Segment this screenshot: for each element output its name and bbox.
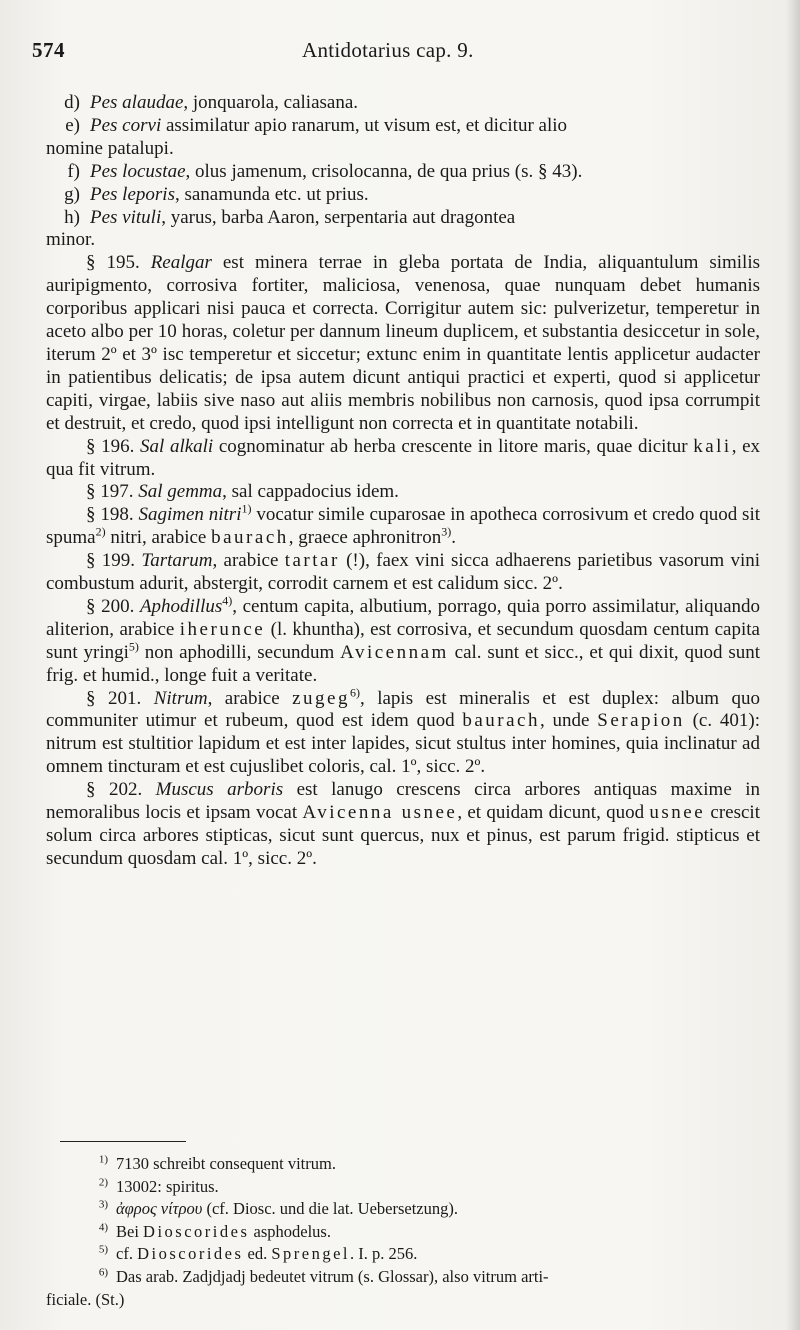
section-term: Nitrum [153,687,208,709]
paragraph-text: , unde [540,710,598,732]
footnote [46,1153,760,1176]
spaced-word: baurach [462,710,540,732]
spaced-word: Dioscorides [137,1244,244,1264]
paragraph-text: est minera terrae in gleba portata de India, aliquantulum similis auripigmento, corrosiva fortiter, maliciosa, venenosa, quae nunquam debet humanis corporibus applicari nisi pauca et correcta. Corrigitur autem sic: pulverizetur, temperetur in aceto albo per 10 horas, coletur per dannum lineum duplicem, et substantia desiccetur in sole, iterum 2º et 3º isc temperetur et siccetur; extunc enim in quantitate lentis applicetur audacter in patientibus delicatis; de ipsa autem dicunt antiqui practici et experti, quod si applicetur capiti, virgae, labiis sive naso aut aliis membris nobilibus non carnosis, quod ipsa corrumpit et destruit, et credo, quod ipsi intelligunt non correcta et in quantitate notabili. [46,252,760,434]
footnotes [46,1153,760,1311]
spaced-word: baurach [211,527,289,549]
item-term: Pes vituli [90,206,162,228]
footnote-ref[interactable]: 3) [441,524,452,539]
paragraph-text: , graece aphronitron [288,527,442,549]
footnote-text: Das arab. Zadjdjadj bedeutet vitrum (s. Glossar), also vitrum arti- [116,1266,549,1286]
paragraph-text: nitri, arabice [105,527,212,549]
spaced-word: Avicenna usnee [302,802,458,824]
page-edge-shadow [786,0,800,1330]
spaced-word: tartar [284,550,340,572]
footnote-ref[interactable]: 1) [241,501,252,516]
section-number: § 200. [86,595,135,617]
paragraph-text: crescit solum circa arbores stipticas, sicut sunt quercus, nux et pinus, est parum frigid. stipticus et secundum quosdam cal. 1º, sicc. 2º. [46,802,760,869]
footnote-text: (cf. Diosc. und die lat. Uebersetzung). [202,1199,459,1219]
paragraph-text: , lapis est mineralis et est duplex: album quo communiter utimur et rubeum, quod est idem quod [46,687,761,732]
list-item [46,161,760,184]
footnote-continuation: ficiale. (St.) [46,1289,125,1309]
footnote-ref[interactable]: 2) [95,524,106,539]
item-text: , jonquarola, caliasana. [183,92,359,113]
spaced-word: kali [693,435,732,457]
paragraph-text: , ex qua fit vitrum. [46,435,761,480]
section-number: § 198. [86,504,134,526]
footnote-text: 7130 schreibt consequent vitrum. [116,1154,336,1173]
paragraph-199 [46,550,760,596]
footnote-ref[interactable]: 5) [128,639,139,654]
paragraph-text: est lanugo crescens circa arbores antiquas maxime in nemoralibus locis et ipsam vocat [46,779,761,824]
list-item [46,115,760,138]
paragraph-196 [46,436,760,482]
footnote-mark: 4) [98,1221,108,1234]
section-term: Tartarum [141,550,213,572]
paragraph-text: (l. khuntha), est corrosiva, et secundum quosdam centum capita sunt yringi [46,618,760,663]
footnote [46,1266,760,1289]
section-number: § 199. [86,550,136,572]
paragraph-text: (!), faex vini sicca adhaerens parietibus vasorum vini combustum adurit, abstergit, corrodit carnem et est calidum sicc. 2º. [46,550,761,595]
footnote [46,1221,760,1244]
item-text: , sanamunda etc. ut prius. [174,183,369,205]
section-number: § 202. [86,779,143,801]
page-body [46,92,760,871]
section-term: Sagimen nitri [138,504,242,526]
item-label: d) [64,92,80,113]
item-label: h) [64,206,80,228]
greek-term: ἀφρος νίτρου [116,1199,203,1219]
spaced-word: usnee [649,802,706,824]
footnote-ref[interactable]: 6) [350,685,360,700]
footnote-text: . I. p. 256. [350,1244,418,1264]
running-title: Antidotarius cap. 9. [302,38,474,62]
item-term: Pes corvi [90,114,162,136]
item-term: Pes alaudae [90,92,184,113]
paragraph-202 [46,779,760,871]
list-item [46,92,760,115]
paragraph-200 [46,593,761,688]
paragraph-text: cognominatur ab herba crescente in litore maris, quae dicitur [213,435,694,457]
item-label: e) [65,114,80,136]
paragraph-text: , centum capita, albutium, porrago, quia porro assimilatur, aliquando aliterion, arabice [46,595,761,640]
footnote-mark: 2) [98,1176,108,1189]
spaced-word: zugeg [292,687,350,709]
footnote-divider [60,1141,186,1142]
footnote-text: 13002: spiritus. [116,1176,219,1196]
section-number: § 195. [86,252,140,274]
section-term: Realgar [150,252,212,274]
item-term: Pes leporis [90,183,175,205]
paragraph-text: , sal cappadocius idem. [222,481,399,503]
footnote-mark: 5) [98,1243,108,1256]
paragraph-text: non aphodilli, secundum [138,641,341,663]
page-header [32,38,760,68]
item-label: f) [67,160,80,182]
section-term: Sal alkali [140,435,214,457]
section-number: § 201. [86,687,142,709]
footnote [46,1198,760,1221]
footnote-mark: 1) [98,1153,108,1166]
footnote-text: asphodelus. [249,1221,331,1241]
paragraph-195 [46,252,760,435]
paragraph-text: (c. 401): nitrum est stultitior lapidum et est inter lapides, sicut stultus inter homines, quia inclinatur ad omnem tincturam et est cujuslibet coloris, cal. 1º, sicc. 2º. [46,710,760,778]
paragraph-text: , et quidam dicunt, quod [457,802,650,824]
section-term: Sal gemma [138,481,223,503]
paragraph-197 [46,481,760,504]
item-continuation: nomine patalupi. [46,137,174,159]
item-term: Pes locustae [90,160,186,182]
paragraph-text: cal. sunt et sicc., et qui dixit, quod sunt frig. et humid., longe fuit a veritate. [46,641,760,686]
paragraph-text: vocatur simile cuparosae in apotheca corrosivum et credo quod sit spuma [46,504,761,549]
spaced-word: Avicennam [340,641,449,663]
section-number: § 197. [86,481,134,503]
section-number: § 196. [86,435,135,457]
paragraph-text: . [451,527,456,549]
section-term: Aphodillus [139,595,223,617]
list-item [46,184,760,207]
footnote-mark: 3) [98,1198,108,1211]
list-item [46,207,760,230]
spaced-word: Dioscorides [143,1221,250,1241]
footnote [46,1243,760,1266]
spaced-word: iherunce [179,618,266,640]
paragraph-text: , arabice [207,687,293,709]
item-continuation: minor. [46,229,96,251]
item-text: , olus jamenum, crisolocanna, de qua prius (s. § 43). [185,160,583,182]
page-number: 574 [32,38,65,62]
paragraph-201 [46,685,761,780]
footnote [46,1176,760,1199]
item-text: assimilatur apio ranarum, ut visum est, et dicitur alio [161,114,568,136]
paragraph-text: , arabice [212,550,285,572]
footnote-text: Bei [116,1221,144,1241]
spaced-word: Sprengel [271,1244,351,1264]
item-label: g) [64,183,80,205]
footnote-text: ed. [243,1244,272,1264]
paragraph-198 [46,501,761,550]
footnote-ref[interactable]: 4) [222,593,233,608]
footnote-text: cf. [116,1244,138,1264]
footnote-mark: 6) [98,1266,108,1279]
section-term: Muscus arboris [155,779,284,801]
item-text: , yarus, barba Aaron, serpentaria aut dragontea [161,206,516,228]
spaced-word: Serapion [597,710,685,732]
